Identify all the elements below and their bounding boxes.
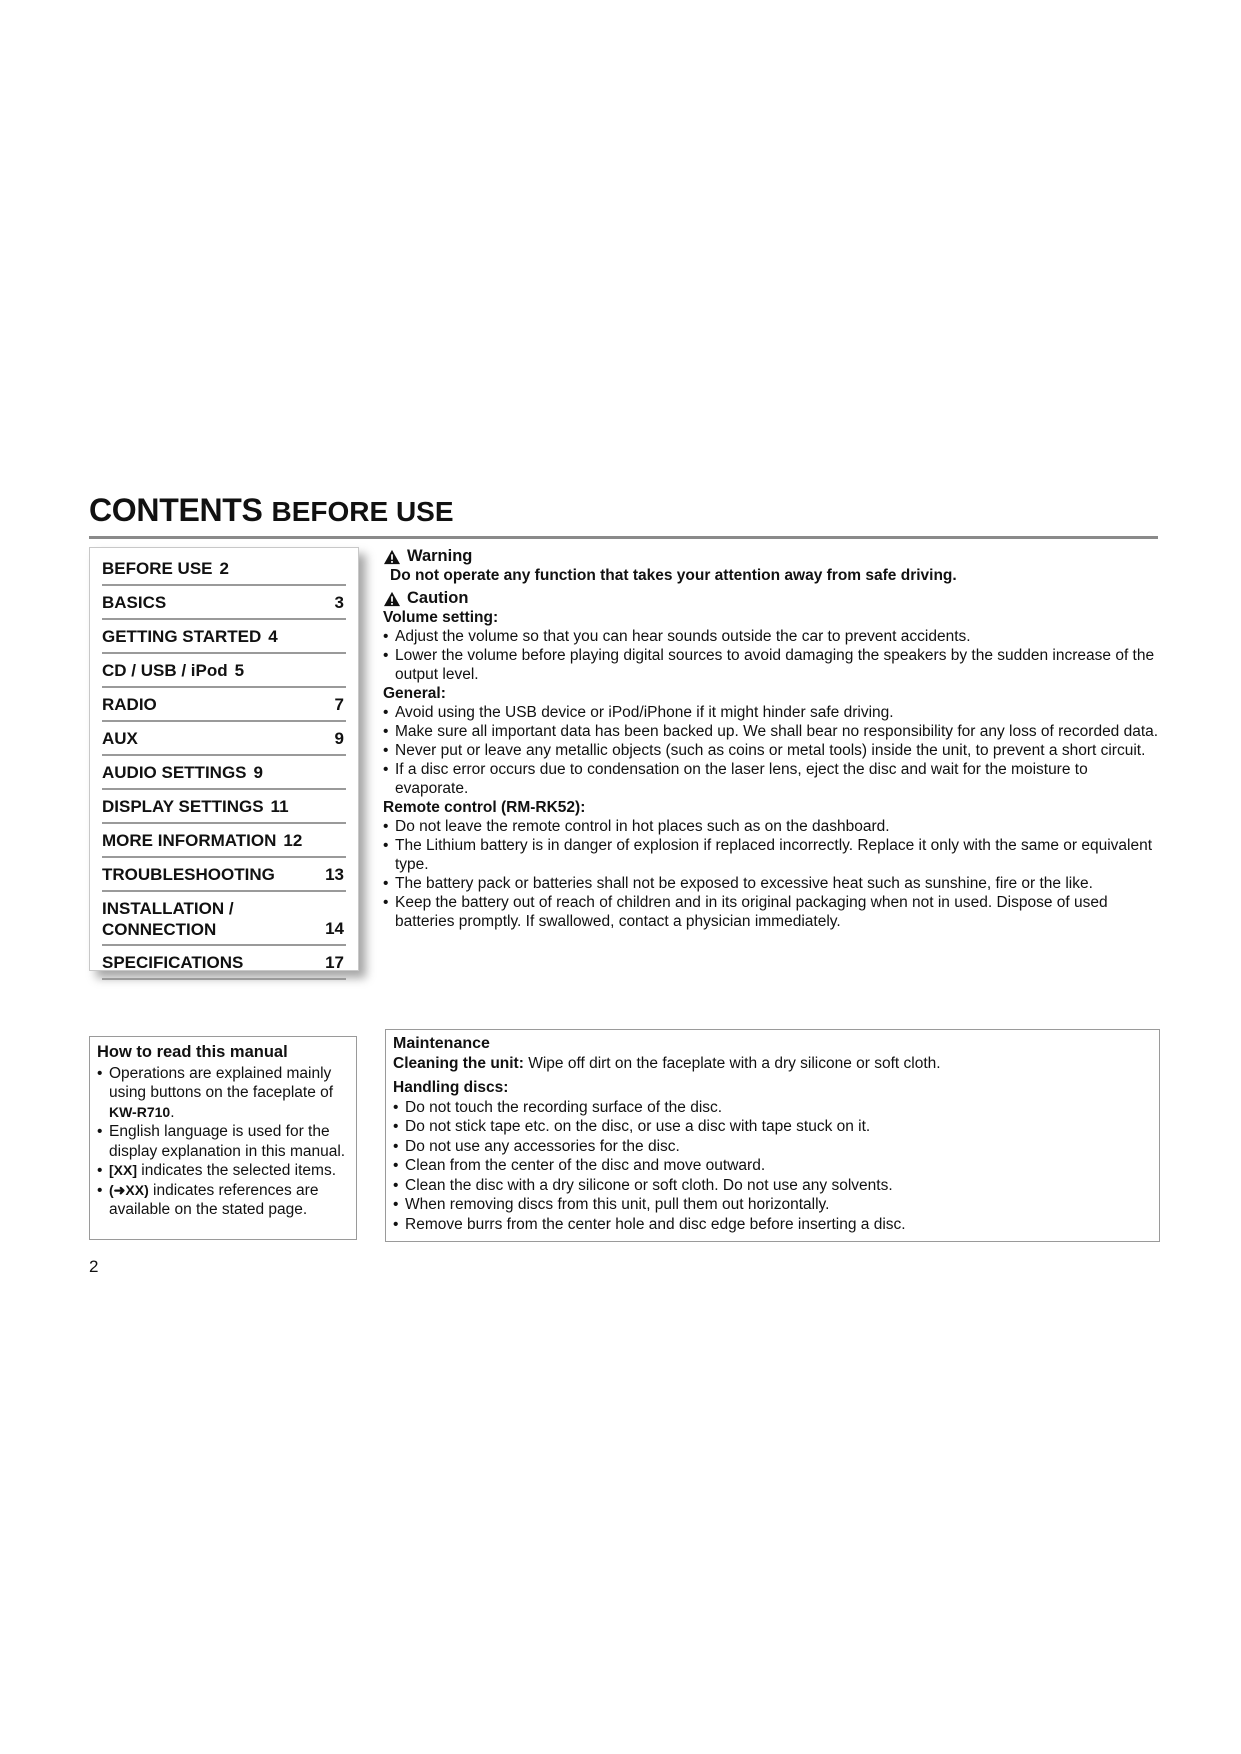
- warning-triangle-icon: [383, 549, 401, 565]
- volume-setting-heading: Volume setting:: [383, 609, 499, 626]
- maintenance-box: [385, 1029, 1160, 1242]
- reference-mark: (➜XX): [109, 1181, 149, 1198]
- list-item: [97, 1161, 349, 1181]
- list-item: • Make sure all important data has been backed up. We shall bear no responsibility for any loss of recorded data.: [383, 722, 1160, 741]
- how-to-read-list: [97, 1064, 349, 1220]
- model-name: KW-R710: [109, 1103, 171, 1120]
- toc-item[interactable]: [102, 792, 346, 824]
- page-number: 2: [89, 1257, 99, 1276]
- page-title: [89, 492, 454, 529]
- cleaning-unit-line: [393, 1054, 1152, 1074]
- caution-heading-text: Caution: [407, 589, 469, 607]
- toc-item-label: BEFORE USE: [102, 559, 213, 578]
- toc-item-page: 2: [219, 559, 229, 578]
- warning-heading: [383, 547, 1160, 566]
- toc-item-label: BASICS: [102, 593, 167, 612]
- toc-item-label: MORE INFORMATION: [102, 831, 277, 850]
- toc-item-label: AUDIO SETTINGS: [102, 763, 247, 782]
- toc-item-page: 7: [334, 695, 344, 714]
- general-list: [383, 703, 1160, 798]
- list-item: • The battery pack or batteries shall not be exposed to excessive heat such as sunshine, fire or the like.: [383, 874, 1160, 893]
- toc-item-label: AUX: [102, 729, 138, 748]
- list-item: • Avoid using the USB device or iPod/iPhone if it might hinder safe driving.: [383, 703, 1160, 722]
- list-item: • Clean the disc with a dry silicone or soft cloth. Do not use any solvents.: [393, 1176, 1152, 1196]
- toc-list: [90, 548, 358, 980]
- remote-control-list: [383, 817, 1160, 931]
- toc-item[interactable]: [102, 656, 346, 688]
- toc-item[interactable]: [102, 826, 346, 858]
- how-to-read-heading: How to read this manual: [97, 1043, 288, 1061]
- list-item: • Never put or leave any metallic objects (such as coins or metal tools) inside the unit, to prevent a short circuit.: [383, 741, 1160, 760]
- cleaning-unit-text: Wipe off dirt on the faceplate with a dry silicone or soft cloth.: [523, 1054, 941, 1072]
- toc-item[interactable]: [102, 622, 346, 654]
- title-contents: CONTENTS: [89, 492, 263, 528]
- safety-section: [383, 547, 1160, 931]
- toc-item-label: DISPLAY SETTINGS: [102, 797, 264, 816]
- toc-item[interactable]: [102, 860, 346, 892]
- toc-item[interactable]: [102, 554, 346, 586]
- list-item: • Clean from the center of the disc and move outward.: [393, 1156, 1152, 1176]
- list-item: • English language is used for the display explanation in this manual.: [97, 1122, 349, 1161]
- handling-discs-heading: Handling discs:: [393, 1079, 509, 1096]
- list-item: • Adjust the volume so that you can hear sounds outside the car to prevent accidents.: [383, 627, 1160, 646]
- list-item: • If a disc error occurs due to condensation on the laser lens, eject the disc and wait for the moisture to evaporate.: [383, 760, 1160, 798]
- toc-item-page: 17: [325, 953, 344, 972]
- toc-item-label: GETTING STARTED: [102, 627, 262, 646]
- toc-item[interactable]: [102, 724, 346, 756]
- how-to-item-1: Operations are explained mainly using buttons on the faceplate of: [109, 1064, 334, 1101]
- toc-item[interactable]: [102, 948, 346, 980]
- how-to-item-4: indicates references are available on the stated page.: [109, 1181, 319, 1218]
- list-item: [97, 1181, 349, 1220]
- toc-item-label: RADIO: [102, 695, 157, 714]
- toc-item-label: TROUBLESHOOTING: [102, 865, 275, 884]
- caution-triangle-icon: [383, 591, 401, 607]
- toc-item[interactable]: [102, 758, 346, 790]
- maintenance-heading: Maintenance: [393, 1035, 490, 1052]
- toc-item-page: 14: [325, 919, 344, 938]
- toc-item-label: INSTALLATION / CONNECTION: [102, 899, 234, 939]
- how-to-item-1-end: .: [170, 1103, 175, 1121]
- toc-item-page: 12: [283, 831, 303, 850]
- list-item: [97, 1064, 349, 1123]
- toc-item[interactable]: [102, 690, 346, 722]
- title-before-use: BEFORE USE: [271, 496, 454, 527]
- list-item: • Do not touch the recording surface of the disc.: [393, 1098, 1152, 1118]
- toc-item[interactable]: [102, 588, 346, 620]
- list-item: • Remove burrs from the center hole and disc edge before inserting a disc.: [393, 1215, 1152, 1235]
- handling-discs-list: [393, 1098, 1152, 1235]
- toc-item-page: 11: [270, 797, 289, 816]
- caution-heading: [383, 589, 1160, 608]
- toc-item-page: 9: [334, 729, 344, 748]
- toc-item-label: SPECIFICATIONS: [102, 953, 244, 972]
- toc-item-page: 3: [334, 593, 344, 612]
- list-item: • Lower the volume before playing digital sources to avoid damaging the speakers by the sudden increase of the output level.: [383, 646, 1160, 684]
- list-item: • Do not leave the remote control in hot places such as on the dashboard.: [383, 817, 1160, 836]
- list-item: • The Lithium battery is in danger of explosion if replaced incorrectly. Replace it only with the same or equivalent type.: [383, 836, 1160, 874]
- volume-setting-list: [383, 627, 1160, 684]
- how-to-read-box: [89, 1036, 357, 1240]
- selected-item-mark: [XX]: [109, 1162, 137, 1178]
- list-item: • Do not use any accessories for the disc.: [393, 1137, 1152, 1157]
- remote-control-heading: Remote control (RM-RK52):: [383, 799, 586, 816]
- toc-item-page: 9: [253, 763, 263, 782]
- how-to-item-3: indicates the selected items.: [137, 1162, 337, 1179]
- page-header: [89, 492, 1158, 539]
- general-heading: General:: [383, 685, 446, 702]
- toc-item-label: CD / USB / iPod: [102, 661, 228, 680]
- toc-item[interactable]: [102, 894, 346, 946]
- list-item: • Keep the battery out of reach of children and in its original packaging when not in used. Dispose of used batteries promptly. If swallowed, contact a physician immediately.: [383, 893, 1160, 931]
- warning-heading-text: Warning: [407, 547, 473, 565]
- list-item: • When removing discs from this unit, pull them out horizontally.: [393, 1195, 1152, 1215]
- list-item: • Do not stick tape etc. on the disc, or use a disc with tape stuck on it.: [393, 1117, 1152, 1137]
- toc-item-page: 5: [234, 661, 245, 680]
- toc-item-page: 4: [268, 627, 278, 646]
- warning-text: Do not operate any function that takes your attention away from safe driving.: [390, 567, 957, 584]
- toc-item-page: 13: [325, 865, 344, 884]
- cleaning-unit-label: Cleaning the unit:: [393, 1054, 524, 1072]
- table-of-contents: [89, 547, 359, 971]
